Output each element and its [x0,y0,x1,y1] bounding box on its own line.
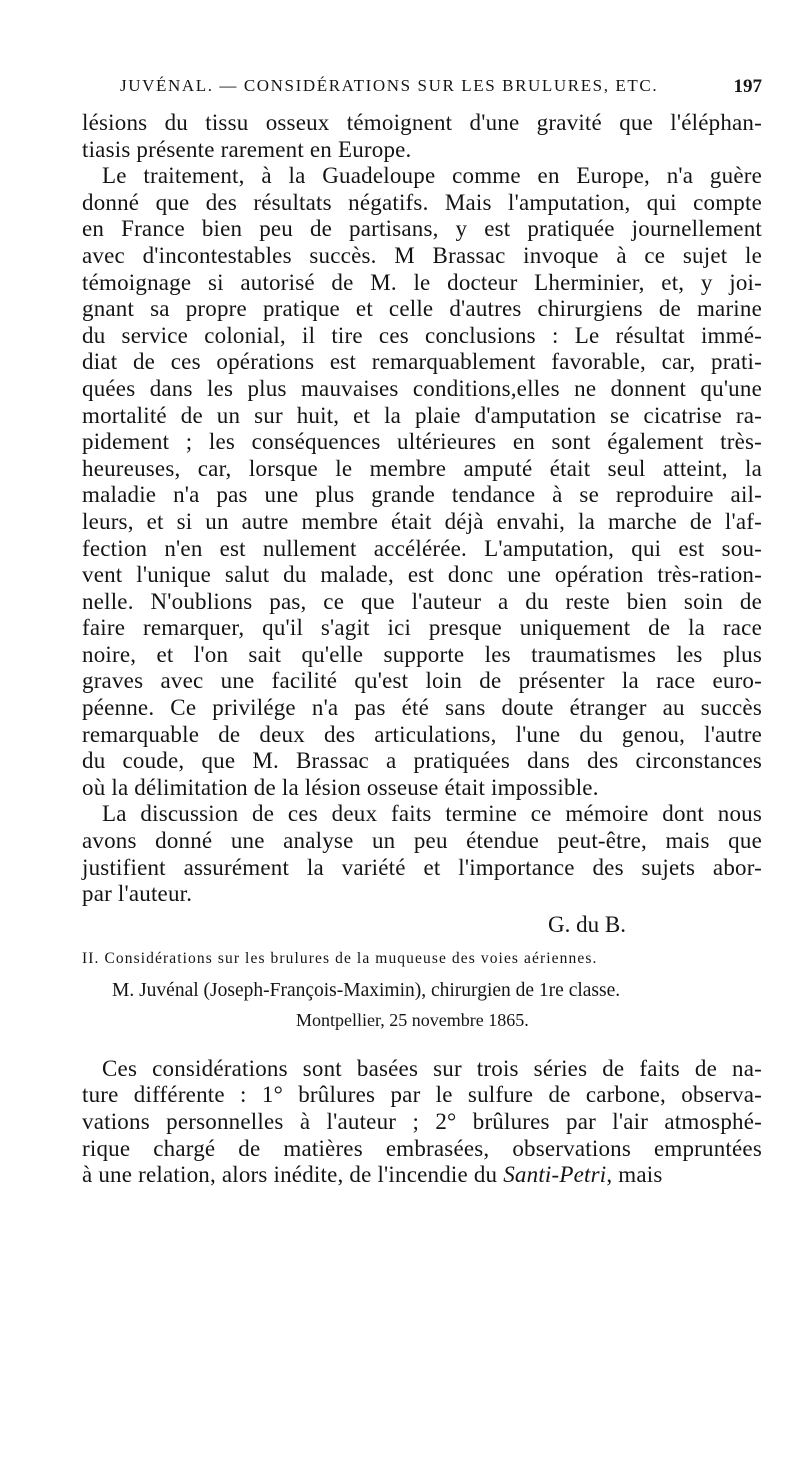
text-line: graves avec une facilité qu'est loin de présenter la race euro- [82,668,762,694]
text-line: péenne. Ce privilége n'a pas été sans doute étranger au succès [82,695,762,721]
text-line: pidement ; les conséquences ultérieures en sont également très- [82,429,762,455]
text-line: noire, et l'on sait qu'elle supporte les traumatismes les plus [82,641,762,667]
page-body [82,110,762,1189]
text-fragment: à une relation, alors inédite, de l'incendie du [82,1162,504,1188]
section-heading: II. Considérations sur les brulures de la muqueuse des voies aériennes. [82,949,598,967]
text-line: Ces considérations sont basées sur trois séries de faits de na- [102,1055,762,1081]
text-line: gnant sa propre pratique et celle d'autres chirurgiens de marine [82,296,762,322]
text-line: remarquable de deux des articulations, l'une du genou, l'autre [82,721,762,747]
paragraph-treatment [82,163,762,801]
paragraph-discussion [82,801,762,907]
text-line: heureuses, car, lorsque le membre amputé était seul atteint, la [82,455,762,481]
text-line: où la délimitation de la lésion osseuse était impossible. [82,774,599,800]
paragraph-considerations [82,1056,762,1162]
text-line: vations personnelles à l'auteur ; 2° brûlures par l'air atmosphé- [82,1109,762,1134]
text-line: tiasis présente rarement en Europe. [82,136,412,162]
signature: G. du B. [548,911,626,937]
text-line: La discussion de ces deux faits termine ce mémoire dont nous [102,801,762,827]
text-line: quées dans les plus mauvaises conditions,elles ne donnent qu'une [82,375,762,401]
text-line: Le traitement, à la Guadeloupe comme en Europe, n'a guère [102,163,762,189]
text-line: par l'auteur. [82,881,193,907]
text-fragment: , mais [606,1162,663,1188]
text-line: fection n'en est nullement accélérée. L'amputation, qui est sou- [82,535,762,561]
running-title: JUVÉNAL. — CONSIDÉRATIONS SUR LES BRULURES, ETC. [120,76,659,95]
text-line: faire remarquer, qu'il s'agit ici presque uniquement de la race [82,615,762,641]
text-line: en France bien peu de partisans, y est pratiquée journellement [82,216,762,242]
text-line: ture différente : 1° brûlures par le sulfure de carbone, observa- [82,1082,762,1108]
paragraph-continuation [82,110,762,163]
text-line: témoignage si autorisé de M. le docteur Lherminier, et, y joi- [82,269,762,295]
page-number: 197 [733,76,762,97]
text-line: mortalité de un sur huit, et la plaie d'amputation se cicatrise ra- [82,402,762,428]
text-line: du coude, que M. Brassac a pratiquées dans des circonstances [82,748,762,774]
text-line: du service colonial, il tire ces conclusions : Le résultat immé- [82,322,762,348]
section-author: M. Juvénal (Joseph-François-Maximin), chirurgien de 1re classe. [112,979,621,1001]
page-header [120,76,762,102]
text-line: lésions du tissu osseux témoignent d'une gravité que l'éléphan- [82,110,762,135]
section-place-date: Montpellier, 25 novembre 1865. [296,1009,529,1030]
text-line: nelle. N'oublions pas, ce que l'auteur a du reste bien soin de [82,588,762,614]
text-line: diat de ces opérations est remarquablement favorable, car, prati- [82,349,762,375]
text-line: rique chargé de matières embrasées, observations empruntées [82,1135,762,1161]
text-line: donné que des résultats négatifs. Mais l'amputation, qui compte [82,189,762,215]
text-line: leurs, et si un autre membre était déjà envahi, la marche de l'af- [82,508,762,534]
text-line: avons donné une analyse un peu étendue peut-être, mais que [82,828,762,854]
text-line: maladie n'a pas une plus grande tendance à se reproduire ail- [82,482,762,508]
text-line: vent l'unique salut du malade, est donc une opération très-ration- [82,562,762,588]
text-line: justifient assurément la variété et l'importance des sujets abor- [82,854,762,880]
ship-name: Santi-Petri [503,1162,607,1188]
text-line: avec d'incontestables succès. M Brassac invoque à ce sujet le [82,242,762,268]
text-line [82,1162,762,1189]
